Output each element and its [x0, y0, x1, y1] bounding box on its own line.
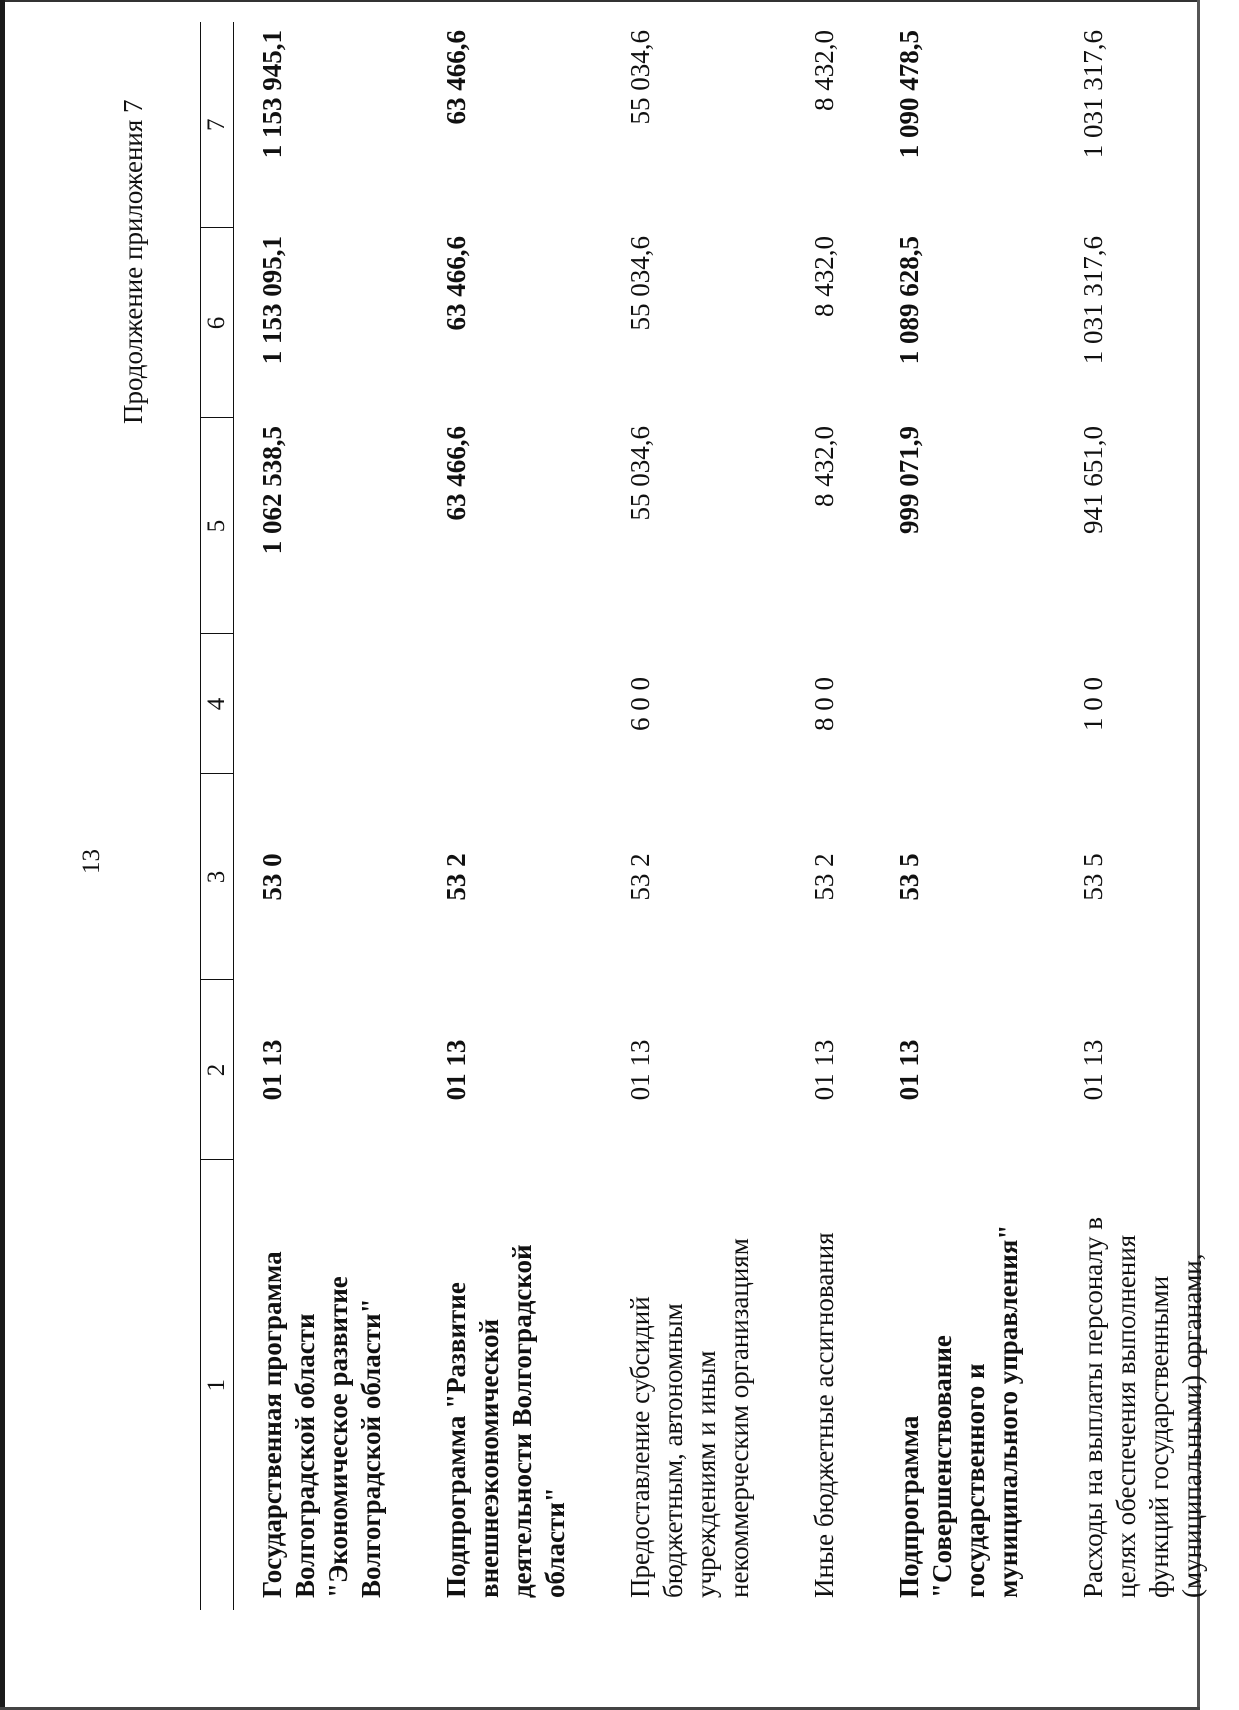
table-row [786, 22, 871, 1610]
header-col-3: 3 [201, 774, 234, 980]
header-col-7: 7 [201, 22, 234, 228]
table-row [871, 22, 1055, 1610]
row-target: 53 0 [257, 853, 287, 901]
row-value-5: 8 432,0 [809, 426, 839, 507]
row-target: 53 2 [441, 853, 471, 901]
row-target: 53 5 [894, 853, 924, 901]
row-target: 53 2 [625, 853, 655, 901]
row-section: 01 13 [625, 1039, 655, 1101]
table-row [234, 22, 419, 1610]
budget-table [200, 22, 1239, 1610]
row-section: 01 13 [1078, 1039, 1108, 1101]
row-name: Предоставление субсидий бюджетным, автономным учреждениям и иным некоммерческим организациям [625, 1238, 754, 1598]
page-number: 13 [78, 849, 105, 874]
row-value-6: 1 153 095,1 [257, 236, 287, 365]
row-name: Подпрограмма "Совершенствование государственного и муниципального управления" [894, 1224, 1023, 1598]
header-col-6: 6 [201, 228, 234, 418]
row-target: 53 5 [1078, 853, 1108, 901]
row-section: 01 13 [257, 1039, 287, 1101]
row-value-6: 8 432,0 [809, 236, 839, 317]
row-name: Иные бюджетные ассигнования [809, 1232, 839, 1598]
row-value-7: 1 153 945,1 [257, 30, 287, 159]
row-expense-type: 6 0 0 [625, 677, 655, 731]
header-col-5: 5 [201, 418, 234, 634]
row-expense-type: 1 0 0 [1078, 677, 1108, 731]
header-col-2: 2 [201, 980, 234, 1160]
row-name: Расходы на выплаты персоналу в целях обеспечения выполнения функций государственными (муниципальными) органами, [1078, 1217, 1207, 1598]
row-expense-type: 8 0 0 [809, 677, 839, 731]
row-value-5: 941 651,0 [1078, 426, 1108, 534]
row-name: Государственная программа Волгоградской области "Экономическое развитие Волгоградской области" [257, 1251, 386, 1598]
row-value-5: 63 466,6 [441, 426, 471, 521]
row-value-7: 1 031 317,6 [1078, 30, 1108, 159]
row-value-6: 1 089 628,5 [894, 236, 924, 365]
row-section: 01 13 [894, 1039, 924, 1101]
row-name: Подпрограмма "Развитие внешнеэкономической деятельности Волгоградской области" [441, 1244, 570, 1598]
table-header-row [201, 22, 234, 1610]
row-value-6: 63 466,6 [441, 236, 471, 331]
row-section: 01 13 [809, 1039, 839, 1101]
row-target: 53 2 [809, 853, 839, 901]
row-section: 01 13 [441, 1039, 471, 1101]
row-value-7: 1 090 478,5 [894, 30, 924, 159]
row-value-7: 8 432,0 [809, 30, 839, 111]
row-value-6: 55 034,6 [625, 236, 655, 331]
row-value-7: 55 034,6 [625, 30, 655, 125]
row-expense-type [871, 634, 1055, 774]
header-col-1: 1 [201, 1160, 234, 1610]
row-value-6: 1 031 317,6 [1078, 236, 1108, 365]
row-value-7: 63 466,6 [441, 30, 471, 125]
row-expense-type [418, 634, 602, 774]
table-row [1055, 22, 1239, 1610]
row-value-5: 1 062 538,5 [257, 426, 287, 555]
table-row [602, 22, 786, 1610]
continuation-label: Продолжение приложения 7 [118, 99, 148, 424]
row-value-5: 999 071,9 [894, 426, 924, 534]
table-row [418, 22, 602, 1610]
row-expense-type [234, 634, 419, 774]
row-value-5: 55 034,6 [625, 426, 655, 521]
header-col-4: 4 [201, 634, 234, 774]
